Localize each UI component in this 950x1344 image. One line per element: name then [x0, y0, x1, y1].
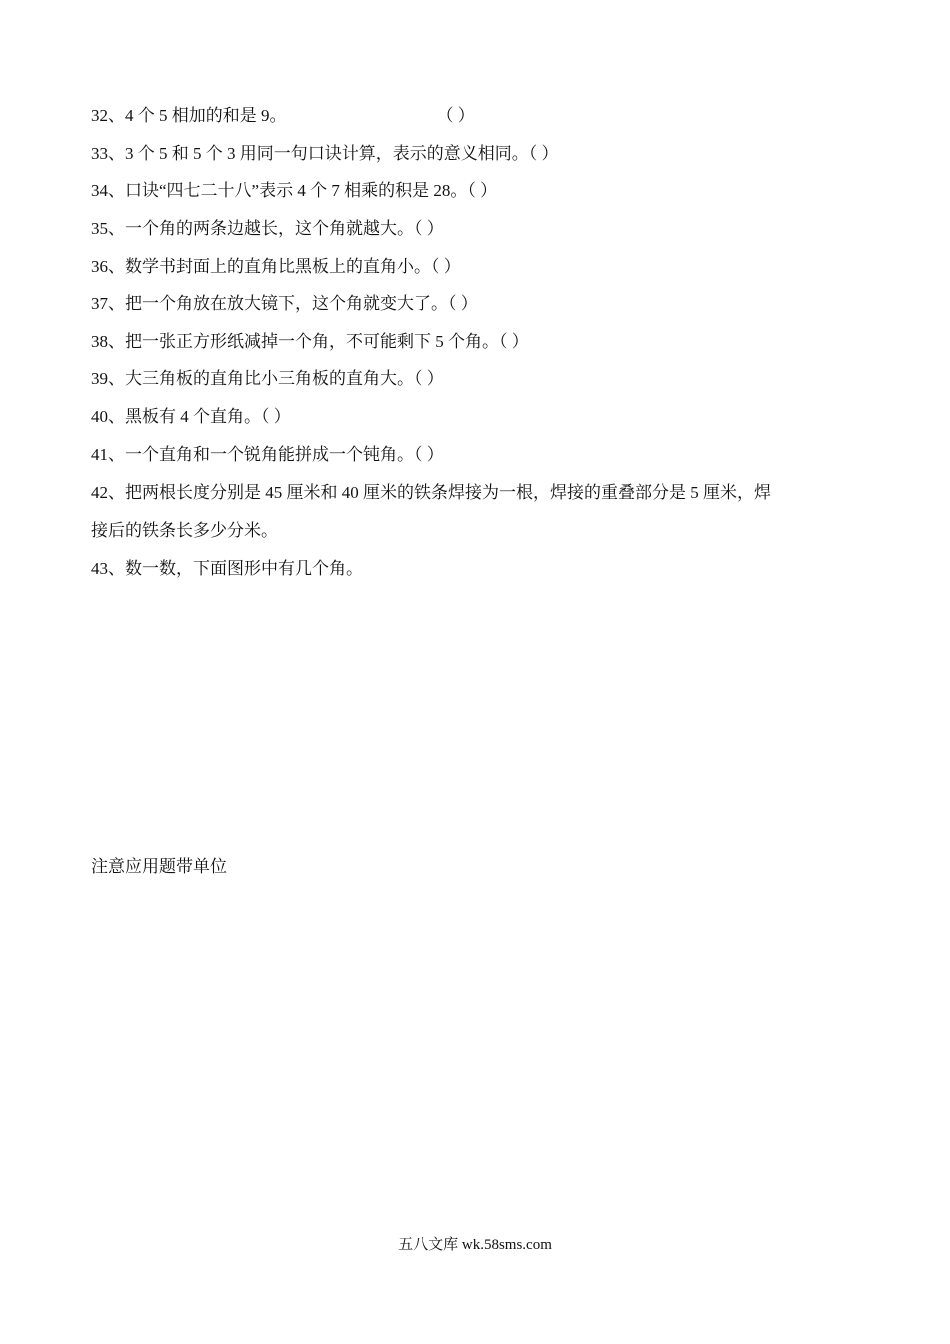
answer-parentheses: （ ）	[431, 257, 461, 276]
question-text: 35、一个角的两条边越长，这个角就越大。	[91, 219, 414, 238]
question-40	[91, 407, 291, 427]
question-42-line-2: 接后的铁条长多少分米。	[91, 521, 278, 540]
question-42-line-1: 42、把两根长度分别是 45 厘米和 40 厘米的铁条焊接为一根，焊接的重叠部分是 5 厘米，焊	[91, 483, 771, 502]
question-text: 32、4 个 5 相加的和是 9。	[91, 106, 287, 125]
question-text: 36、数学书封面上的直角比黑板上的直角小。	[91, 257, 431, 276]
question-33	[91, 144, 559, 164]
question-35	[91, 219, 444, 239]
question-36	[91, 257, 461, 277]
question-32	[91, 106, 475, 126]
question-43: 43、数一数，下面图形中有几个角。	[91, 559, 363, 578]
question-text: 33、3 个 5 和 5 个 3 用同一句口诀计算，表示的意义相同。	[91, 144, 529, 163]
answer-parentheses: （ ）	[436, 106, 475, 125]
question-text: 37、把一个角放在放大镜下，这个角就变大了。	[91, 294, 448, 313]
answer-parentheses: （ ）	[528, 144, 559, 163]
question-text: 41、一个直角和一个锐角能拼成一个钝角。	[91, 445, 414, 464]
question-38	[91, 332, 529, 352]
answer-parentheses: （ ）	[261, 407, 291, 426]
question-41	[91, 445, 444, 465]
question-39	[91, 369, 444, 389]
answer-parentheses: （ ）	[414, 369, 444, 388]
page-footer: 五八文库 wk.58sms.com	[398, 1237, 552, 1253]
answer-parentheses: （ ）	[414, 219, 444, 238]
question-37	[91, 294, 478, 314]
question-34	[91, 181, 497, 201]
answer-parentheses: （ ）	[414, 445, 444, 464]
answer-parentheses: （ ）	[499, 332, 529, 351]
question-text: 39、大三角板的直角比小三角板的直角大。	[91, 369, 414, 388]
question-text: 40、黑板有 4 个直角。	[91, 407, 261, 426]
question-text: 38、把一张正方形纸减掉一个角，不可能剩下 5 个角。	[91, 332, 499, 351]
answer-parentheses: （ ）	[448, 294, 478, 313]
answer-parentheses: （ ）	[467, 181, 498, 200]
question-text: 34、口诀“四七二十八”表示 4 个 7 相乘的积是 28。	[91, 181, 468, 200]
unit-reminder-note: 注意应用题带单位	[91, 857, 227, 876]
